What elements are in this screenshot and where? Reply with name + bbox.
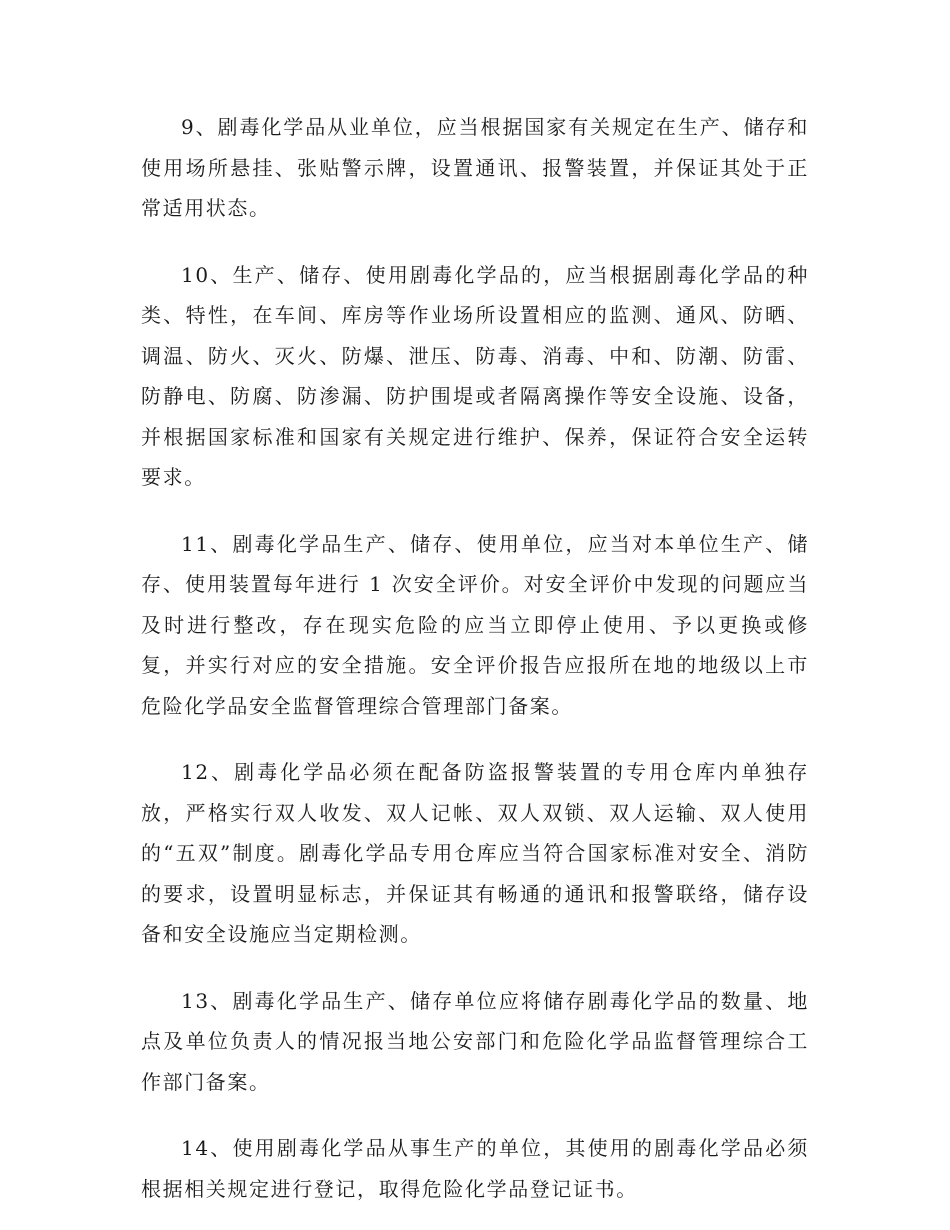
paragraph-11: 11、剧毒化学品生产、储存、使用单位，应当对本单位生产、储存、使用装置每年进行 1 次安全评价。对安全评价中发现的问题应当及时进行整改，存在现实危险的应当立即停止使用、予以更换或修复，并实行对应的安全措施。安全评价报告应报所在地的地级以上市危险化学品安全监督管理综合管理部门备案。 (141, 531, 809, 718)
paragraph-10: 10、生产、储存、使用剧毒化学品的，应当根据剧毒化学品的种类、特性，在车间、库房等作业场所设置相应的监测、通风、防晒、调温、防火、灭火、防爆、泄压、防毒、消毒、中和、防潮、防雷、防静电、防腐、防渗漏、防护围堤或者隔离操作等安全设施、设备，并根据国家标准和国家有关规定进行维护、保养，保证符合安全运转要求。 (141, 262, 809, 489)
paragraph-12: 12、剧毒化学品必须在配备防盗报警装置的专用仓库内单独存放，严格实行双人收发、双人记帐、双人双锁、双人运输、双人使用的“五双”制度。剧毒化学品专用仓库应当符合国家标准对安全、消防的要求，设置明显标志，并保证其有畅通的通讯和报警联络，储存设备和安全设施应当定期检测。 (141, 760, 809, 946)
paragraph-14: 14、使用剧毒化学品从事生产的单位，其使用的剧毒化学品必须根据相关规定进行登记，取得危险化学品登记证书。 (141, 1136, 809, 1201)
document-body (141, 107, 809, 1209)
paragraph-13: 13、剧毒化学品生产、储存单位应将储存剧毒化学品的数量、地点及单位负责人的情况报当地公安部门和危险化学品监督管理综合工作部门备案。 (141, 988, 809, 1094)
paragraph-9: 9、剧毒化学品从业单位，应当根据国家有关规定在生产、储存和使用场所悬挂、张贴警示牌，设置通讯、报警装置，并保证其处于正常适用状态。 (141, 115, 809, 220)
